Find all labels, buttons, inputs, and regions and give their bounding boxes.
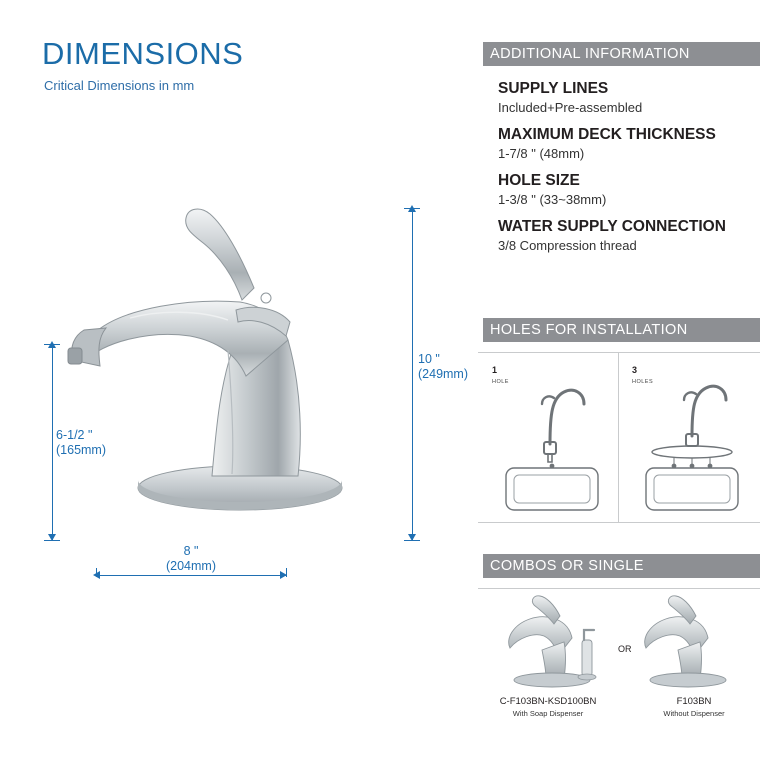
info-heading: WATER SUPPLY CONNECTION (498, 218, 726, 235)
combo-model: C-F103BN-KSD100BN (499, 696, 597, 707)
install-number: 3 (632, 365, 638, 375)
height-dimension-line (412, 208, 413, 540)
spout-cap-bottom (44, 540, 60, 541)
height-dimension-label: 10 " (249mm) (418, 352, 469, 381)
info-block (498, 172, 760, 207)
spout-height-dimension-line (52, 344, 53, 540)
page-subtitle: Critical Dimensions in mm (44, 78, 195, 93)
additional-information-content (478, 80, 760, 264)
spout-cap-top (44, 344, 60, 345)
height-cap-top (404, 208, 420, 209)
base-width-dimension-line (96, 575, 286, 576)
base-cap-right (286, 568, 287, 577)
combo-caption (478, 696, 618, 718)
or-label: OR (618, 644, 632, 654)
combo-product-image (478, 594, 618, 694)
info-block (498, 126, 760, 161)
single-note: Without Dispenser (663, 709, 725, 718)
single-caption (624, 696, 764, 718)
install-label: HOLE (492, 379, 509, 385)
faucet-illustration (40, 190, 440, 550)
info-heading: MAXIMUM DECK THICKNESS (498, 126, 716, 143)
divider (478, 522, 760, 523)
info-value: 1-3/8 " (33~38mm) (498, 192, 607, 207)
section-header-holes-for-installation: HOLES FOR INSTALLATION (478, 318, 760, 342)
combo-note: With Soap Dispenser (512, 709, 584, 718)
single-model: F103BN (676, 696, 712, 707)
info-block (498, 218, 760, 253)
info-value: 3/8 Compression thread (498, 238, 637, 253)
divider (478, 352, 760, 353)
install-number: 1 (492, 365, 498, 375)
install-label: HOLES (632, 379, 654, 385)
info-panel (478, 0, 768, 768)
info-value: Included+Pre-assembled (498, 100, 643, 115)
info-block (498, 80, 760, 115)
single-product-image (626, 594, 766, 694)
page-title: DIMENSIONS (42, 36, 244, 71)
spout-height-label: 6-1/2 " (165mm) (56, 428, 107, 457)
info-heading: HOLE SIZE (498, 172, 580, 189)
height-cap-bottom (404, 540, 420, 541)
divider (478, 588, 760, 589)
section-header-combos-or-single: COMBOS OR SINGLE (478, 554, 760, 578)
base-cap-left (96, 568, 97, 577)
combos-content (478, 588, 760, 738)
section-header-additional-information: ADDITIONAL INFORMATION (478, 42, 760, 66)
holes-for-installation-content (478, 352, 760, 522)
info-heading: SUPPLY LINES (498, 80, 609, 97)
info-value: 1-7/8 " (48mm) (498, 146, 585, 161)
base-width-label: 8 " (204mm) (165, 544, 216, 573)
divider-vertical (618, 352, 619, 522)
